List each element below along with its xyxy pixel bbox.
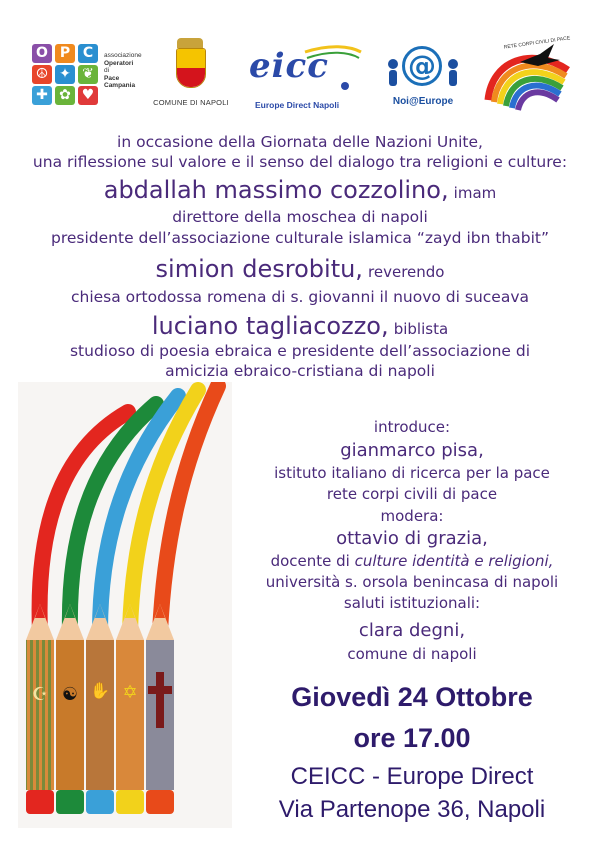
eicc-wordmark [249,46,329,86]
pencil-cross [146,604,174,814]
speaker-3-heading [0,312,600,340]
event-date: Giovedì 24 Ottobre [291,682,533,712]
event-address: Via Partenope 36, Napoli [278,796,546,823]
introduce-name: gianmarco pisa, [340,440,484,461]
pencil-yin-yang [56,604,84,814]
eicc-logo [245,42,365,110]
eicc-label: Europe Direct Napoli [255,100,340,110]
olive-branch-icon: ❦ [78,65,98,84]
intro-line-1: in occasione della Giornata delle Nazioni Unite, [117,133,483,151]
logo-row [0,35,600,118]
modera-affiliation [222,552,600,570]
speaker-2-role: reverendo [368,263,445,281]
speaker-1-detail: presidente dell’associazione culturale islamica “zayd ibn thabit” [51,229,549,247]
speaker-3-detail: studioso di poesia ebraica e presidente dell’associazione di [69,342,531,360]
modera-label: modera: [380,507,444,525]
dove-icon: ✿ [55,86,75,105]
svg-text:☯: ☯ [61,684,79,705]
saluti-label: saluti istituzionali: [343,594,481,612]
opc-text-line: Operatori [104,59,134,67]
speaker-3-name: luciano tagliacozzo, [151,312,389,340]
opc-logo-text [104,52,142,90]
svg-text:☪: ☪ [31,684,49,705]
saluti-affiliation: comune di napoli [347,645,477,663]
opc-letter-c: C [78,44,98,63]
introduce-affiliation: rete corpi civili di pace [326,485,498,503]
opc-text-line: Campania [104,82,136,89]
opc-letter-o: O [32,44,52,63]
modera-name: ottavio di grazia, [336,528,488,549]
bird-icon: ✦ [55,65,75,84]
introduce-affiliation: istituto italiano di ricerca per la pace [274,464,550,482]
noi-europe-label: Noi@Europe [392,96,454,107]
noi-europe-logo [384,46,462,114]
speaker-3-role: biblista [393,320,449,338]
speaker-1-detail: direttore della moschea di napoli [172,208,428,226]
comune-label: COMUNE DI NAPOLI [153,98,229,107]
modera-affiliation: università s. orsola benincasa di napoli [265,573,559,591]
svg-text:✋: ✋ [90,681,110,700]
rainbow-dove-icon [482,40,574,114]
pencil-crescent [26,604,54,814]
comune-di-napoli-logo [150,38,232,112]
saluti-name: clara degni, [358,620,466,641]
opc-text-line: associazione [104,52,142,59]
modera-affiliation-prefix: docente di [270,552,355,570]
opc-letter-p: P [55,44,75,63]
pencil-hamsa [86,604,114,814]
speaker-1-role: imam [453,184,497,202]
rete-corpi-civili-logo [482,35,574,114]
opc-text-line: Pace [104,74,120,82]
speaker-2-name: simion desrobitu, [155,255,363,283]
intro-line-2: una riflessione sul valore e il senso del dialogo tra religioni e culture: [32,153,568,171]
speaker-2-detail: chiesa ortodossa romena di s. giovanni il nuovo di suceava [70,288,530,306]
speaker-1-name: abdallah massimo cozzolino, [103,176,449,204]
opc-text-line: di [104,67,110,74]
opc-logo-grid [32,44,100,106]
at-sign-icon: @ [402,46,442,86]
people-icon [384,50,462,94]
speaker-3-detail: amicizia ebraico-cristiana di napoli [165,362,435,380]
heart-icon: ♥ [78,86,98,105]
speaker-2-heading [0,255,600,283]
event-time: ore 17.00 [353,723,471,753]
pencil-star-of-david [116,604,144,814]
peace-symbol-icon: ☮ [32,65,52,84]
crown-icon [177,38,203,48]
svg-text:✡: ✡ [122,682,138,703]
speaker-1-heading [0,176,600,204]
opc-logo [32,44,147,106]
person-icon: ✚ [32,86,52,105]
introduce-label: introduce: [373,418,451,436]
modera-affiliation-course: culture identità e religioni, [354,552,554,570]
event-venue: CEICC - Europe Direct [290,763,534,790]
shield-icon [176,48,206,88]
rainbow-arc-text: RETE CORPI CIVILI DI PACE [503,35,571,51]
eicc-word: eicc [249,46,329,86]
rainbow-pencils-illustration [18,382,232,828]
